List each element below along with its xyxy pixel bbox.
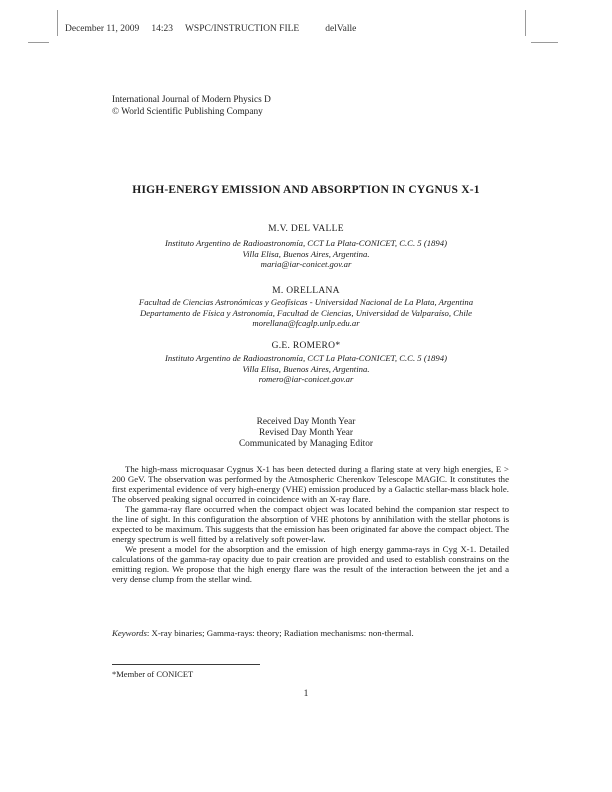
- abstract-paragraph: The gamma-ray flare occurred when the compact object was located behind the companion star respect to the line of sight. In this configuration the absorption of VHE photons by annihilation with the stellar photons is expected to be maximum. This suggests that the emission has been originated far above the compact object. The energy spectrum is well fitted by a relatively soft power-law.: [112, 504, 509, 544]
- affiliation-line: Instituto Argentino de Radioastronomía, CCT La Plata-CONICET, C.C. 5 (1894): [165, 238, 447, 248]
- history-received: Received Day Month Year: [256, 417, 356, 427]
- footnote-text: *Member of CONICET: [112, 669, 194, 679]
- abstract-paragraph: We present a model for the absorption and the emission of high energy gamma-rays in Cyg X-1. Detailed calculations of the gamma-ray opacity due to pair creation are provided and used to establish constrains on the emitting region. We propose that the high energy flare was the result of the interaction between the jet and a very dense clump from the stellar wind.: [112, 544, 509, 584]
- page-number: 1: [303, 689, 309, 699]
- running-head: [65, 24, 356, 34]
- journal-copyright: © World Scientific Publishing Company: [112, 106, 263, 117]
- crop-mark-left-horizontal: [28, 42, 49, 43]
- affiliation-line: Facultad de Ciencias Astronómicas y Geofísicas - Universidad Nacional de La Plata, Argentina: [138, 297, 474, 307]
- affiliation-line: Villa Elisa, Buenos Aires, Argentina.: [242, 363, 370, 374]
- abstract: [112, 464, 509, 584]
- running-head-date: December 11, 2009: [65, 24, 140, 34]
- keywords-label: Keywords: [112, 628, 147, 638]
- crop-mark-right-horizontal: [531, 42, 558, 43]
- journal-block: [112, 95, 271, 118]
- footnote-rule: [112, 664, 260, 665]
- affiliation-line: Instituto Argentino de Radioastronomía, CCT La Plata-CONICET, C.C. 5 (1894): [165, 353, 447, 363]
- running-head-jobname: delValle: [325, 24, 357, 34]
- author-affiliation-1: [63, 238, 549, 270]
- journal-name: International Journal of Modern Physics D: [112, 95, 271, 105]
- running-head-time: 14:23: [151, 24, 173, 34]
- affiliation-line: Departamento de Física y Astronomía, Facultad de Ciencias, Universidad de Valparaíso, Chile: [139, 307, 472, 318]
- author-name-2: M. ORELLANA: [272, 286, 340, 296]
- crop-mark-left-vertical: [57, 10, 58, 36]
- affiliation-line: Villa Elisa, Buenos Aires, Argentina.: [242, 248, 370, 259]
- paper-history: [63, 417, 549, 449]
- author-email-3: romero@iar-conicet.gov.ar: [258, 374, 354, 384]
- author-email-1: maria@iar-conicet.gov.ar: [260, 259, 352, 269]
- keywords-line: [112, 628, 509, 639]
- paper-title: HIGH-ENERGY EMISSION AND ABSORPTION IN CYGNUS X-1: [132, 184, 480, 196]
- author-affiliation-3: [63, 353, 549, 385]
- running-head-file: WSPC/INSTRUCTION FILE: [184, 24, 300, 34]
- keywords-text: : X-ray binaries; Gamma-rays: theory; Radiation mechanisms: non-thermal.: [146, 628, 414, 638]
- history-revised: Revised Day Month Year: [259, 427, 353, 438]
- author-name-1: M.V. DEL VALLE: [268, 224, 344, 234]
- crop-mark-right-vertical: [525, 10, 526, 36]
- history-communicated: Communicated by Managing Editor: [238, 438, 373, 449]
- abstract-paragraph: The high-mass microquasar Cygnus X-1 has been detected during a flaring state at very high energies, E > 200 GeV. The observation was performed by the Atmospheric Cherenkov Telescope MAGIC. It constitutes the first experimental evidence of very high-energy (VHE) emission produced by a Galactic stellar-mass black hole. The observed peaking signal occurred in coincidence with an X-ray flare.: [112, 464, 509, 504]
- author-name-3: G.E. ROMERO*: [271, 341, 341, 351]
- author-email-2: morellana@fcaglp.unlp.edu.ar: [252, 318, 360, 328]
- author-affiliation-2: [63, 297, 549, 329]
